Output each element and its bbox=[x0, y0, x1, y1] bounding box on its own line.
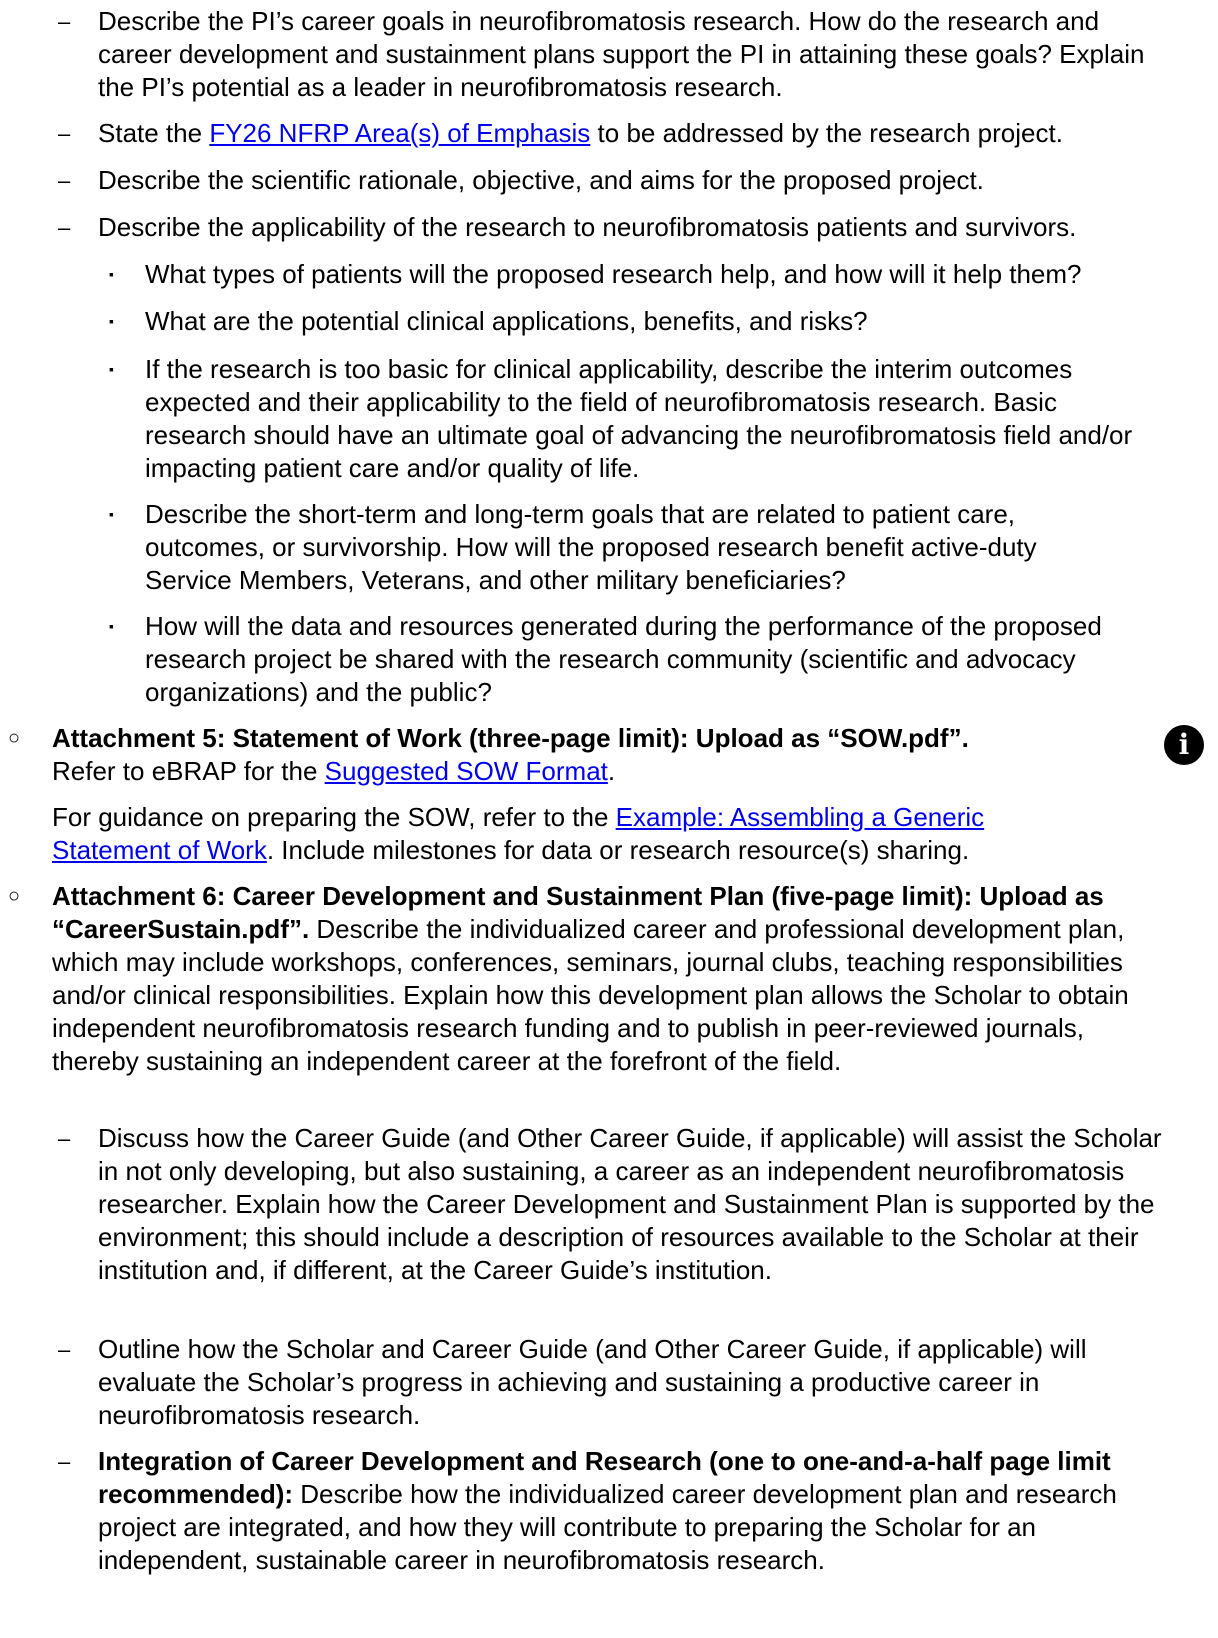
circle-bullet: ○ bbox=[8, 727, 21, 749]
info-icon[interactable]: i bbox=[1164, 725, 1204, 765]
list-item bbox=[109, 353, 1155, 485]
attachment-6 bbox=[8, 880, 1167, 1078]
list-item bbox=[58, 5, 1158, 104]
attachment-5-refer-before: Refer to eBRAP for the bbox=[52, 756, 325, 786]
pi-career-goals-text: Describe the PI’s career goals in neurofibromatosis research. How do the research and career development and sustainment plans support the PI in attaining these goals? Explain the PI’s potential as a leader in neurofibromatosis research. bbox=[98, 6, 1145, 102]
attachment-5-refer-after: . bbox=[607, 756, 616, 786]
state-text-after: to be addressed by the research project. bbox=[590, 118, 1063, 148]
square-bullet: ▪ bbox=[109, 618, 114, 634]
evaluate-progress-text: Outline how the Scholar and Career Guide (and Other Career Guide, if applicable) will evaluate the Scholar’s progress in achieving and sustaining a productive career in neurofibromatosis research. bbox=[98, 1334, 1087, 1430]
list-item bbox=[58, 1445, 1163, 1577]
circle-bullet: ○ bbox=[8, 885, 21, 907]
guidance-before: For guidance on preparing the SOW, refer to the bbox=[52, 802, 616, 832]
list-item bbox=[109, 305, 1155, 338]
attachment-5 bbox=[8, 722, 1052, 788]
attachment-6-body: Describe the individualized career and professional development plan, which may include workshops, conferences, seminars, journal clubs, teaching responsibilities and/or clinical responsibilities. Explain how this development plan allows the Scholar to obtain independent neurofibromatosis research funding and to publish in peer-reviewed journals, thereby sustaining an independent career at the forefront of the field. bbox=[52, 914, 1129, 1076]
guidance-after: . Include milestones for data or research resource(s) sharing. bbox=[266, 835, 970, 865]
dash-bullet: – bbox=[58, 168, 71, 193]
suggested-sow-format-link[interactable]: Suggested SOW Format bbox=[324, 756, 608, 786]
list-item bbox=[58, 1122, 1163, 1287]
dash-bullet: – bbox=[58, 1449, 71, 1474]
state-text-before: State the bbox=[98, 118, 210, 148]
dash-bullet: – bbox=[58, 1126, 71, 1151]
generic-sow-example-link[interactable]: Example: Assembling a Generic Statement of Work bbox=[52, 802, 985, 865]
dash-bullet: – bbox=[58, 9, 71, 34]
dash-bullet: – bbox=[58, 1337, 71, 1362]
clinical-applications-text: What are the potential clinical applications, benefits, and risks? bbox=[145, 306, 868, 336]
square-bullet: ▪ bbox=[109, 506, 114, 522]
fy26-nfrp-emphasis-link[interactable]: FY26 NFRP Area(s) of Emphasis bbox=[209, 118, 591, 148]
attachment-5-title: Attachment 5: Statement of Work (three-page limit): Upload as “SOW.pdf”. bbox=[52, 723, 969, 753]
integration-title: Integration of Career Development and Research (one to one-and-a-half page limit recommended): bbox=[98, 1446, 1111, 1509]
square-bullet: ▪ bbox=[109, 313, 114, 329]
list-item bbox=[109, 498, 1105, 597]
attachment-6-title: Attachment 6: Career Development and Sustainment Plan (five-page limit): Upload as “CareerSustain.pdf”. bbox=[52, 881, 1104, 944]
integration-body: Describe how the individualized career development plan and research project are integrated, and how they will contribute to preparing the Scholar for an independent, sustainable career in neurofibromatosis research. bbox=[98, 1479, 1117, 1575]
dash-bullet: – bbox=[58, 121, 71, 146]
dash-bullet: – bbox=[58, 215, 71, 240]
data-sharing-text: How will the data and resources generated during the performance of the proposed research project be shared with the research community (scientific and advocacy organizations) and the public? bbox=[145, 611, 1102, 707]
scientific-rationale-text: Describe the scientific rationale, objective, and aims for the proposed project. bbox=[98, 165, 984, 195]
list-item bbox=[58, 117, 1178, 150]
list-item bbox=[109, 610, 1145, 709]
square-bullet: ▪ bbox=[109, 266, 114, 282]
square-bullet: ▪ bbox=[109, 361, 114, 377]
list-item bbox=[58, 1333, 1158, 1432]
list-item bbox=[58, 164, 1178, 197]
basic-research-text: If the research is too basic for clinical applicability, describe the interim outcomes expected and their applicability to the field of neurofibromatosis research. Basic research should have an ultimate goal of advancing the neurofibromatosis field and/or impacting patient care and/or quality of life. bbox=[145, 354, 1133, 483]
list-item bbox=[109, 258, 1195, 291]
patient-types-text: What types of patients will the proposed research help, and how will it help them? bbox=[145, 259, 1082, 289]
list-item bbox=[58, 211, 1188, 244]
career-guide-assist-text: Discuss how the Career Guide (and Other Career Guide, if applicable) will assist the Scholar in not only developing, but also sustaining, a career as an independent neurofibromatosis researcher. Explain how the Career Development and Sustainment Plan is supported by the environment; this should include a description of resources available to the Scholar at their institution and, if different, at the Career Guide’s institution. bbox=[98, 1123, 1162, 1285]
attachment-5-guidance bbox=[52, 801, 1072, 867]
short-long-term-goals-text: Describe the short-term and long-term goals that are related to patient care, outcomes, or survivorship. How will the proposed research benefit active-duty Service Members, Veterans, and other military beneficiaries? bbox=[145, 499, 1037, 595]
applicability-text: Describe the applicability of the research to neurofibromatosis patients and survivors. bbox=[98, 212, 1077, 242]
